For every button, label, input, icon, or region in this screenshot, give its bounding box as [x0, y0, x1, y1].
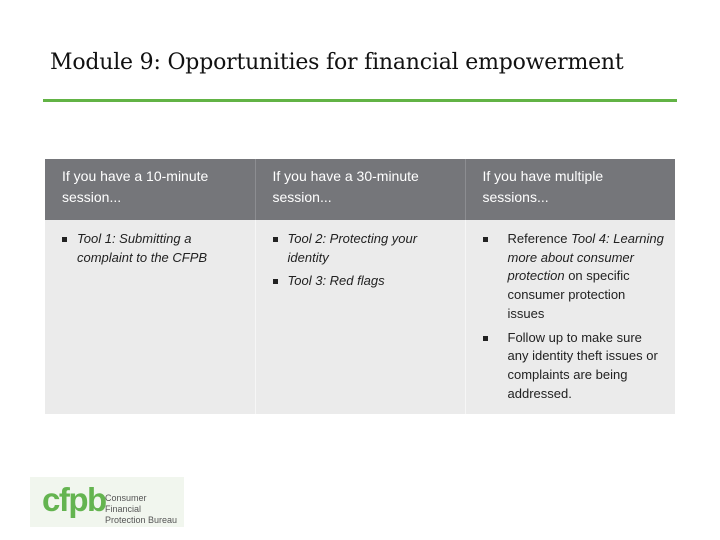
reference-prefix: Reference [507, 231, 572, 246]
list-multiple-sessions [483, 230, 666, 403]
table-body-row [45, 220, 675, 414]
logo-line-2: Protection Bureau [105, 515, 178, 525]
header-30-minute: If you have a 30-minute session... [255, 159, 465, 220]
tool-1-text: Tool 1: Submitting a complaint to the CFPB [77, 231, 208, 265]
logo-wordmark [105, 493, 180, 526]
header-multiple-sessions: If you have multiple sessions... [465, 159, 675, 220]
list-10-minute [62, 230, 245, 267]
logo-mark: cfpb [42, 481, 106, 518]
bullet-icon [273, 237, 278, 242]
cell-30-minute [255, 220, 465, 414]
list-item [483, 329, 666, 404]
list-item [273, 230, 455, 267]
bullet-icon [62, 237, 67, 242]
list-30-minute [273, 230, 455, 291]
logo-line-1: Consumer Financial [105, 493, 147, 514]
list-item [62, 230, 245, 267]
list-item [483, 230, 666, 324]
slide-title: Module 9: Opportunities for financial empowerment [50, 50, 624, 75]
tool-2-text: Tool 2: Protecting your identity [287, 231, 418, 265]
header-10-minute: If you have a 10-minute session... [45, 159, 255, 220]
table-header-row [45, 159, 675, 220]
bullet-icon [273, 279, 278, 284]
cell-multiple-sessions [465, 220, 675, 414]
bullet-icon [483, 237, 488, 242]
bullet-icon [483, 336, 488, 341]
reference-suffix: on specific consumer protection issues [507, 268, 630, 321]
tool-4-text: Tool 4: Learning more about consumer protection [507, 231, 664, 284]
cell-10-minute [45, 220, 255, 414]
tool-3-text: Tool 3: Red flags [287, 273, 385, 289]
list-item [273, 272, 455, 291]
title-divider [43, 99, 677, 102]
follow-up-text: Follow up to make sure any identity theft issues or complaints are being addressed. [507, 329, 658, 401]
cfpb-logo [30, 477, 184, 527]
session-table [45, 159, 675, 414]
